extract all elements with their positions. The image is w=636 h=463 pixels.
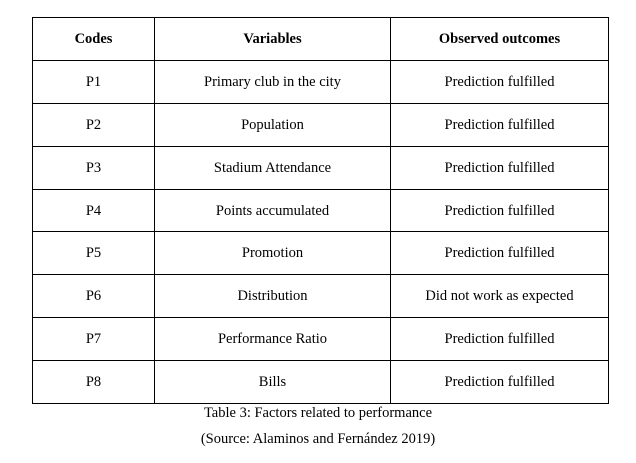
code-cell: P1	[33, 60, 155, 103]
variable-cell: Points accumulated	[155, 189, 391, 232]
variable-cell: Distribution	[155, 275, 391, 318]
code-cell: P2	[33, 103, 155, 146]
table-source: (Source: Alaminos and Fernández 2019)	[200, 431, 436, 447]
table-row	[33, 60, 609, 103]
table-caption: Table 3: Factors related to performance	[203, 405, 433, 421]
outcome-cell: Prediction fulfilled	[391, 318, 609, 361]
variable-cell: Performance Ratio	[155, 318, 391, 361]
header-observed-outcomes: Observed outcomes	[391, 18, 609, 61]
outcome-cell: Prediction fulfilled	[391, 146, 609, 189]
table-row	[33, 189, 609, 232]
code-cell: P6	[33, 275, 155, 318]
variable-cell: Stadium Attendance	[155, 146, 391, 189]
outcome-cell: Prediction fulfilled	[391, 189, 609, 232]
code-cell: P5	[33, 232, 155, 275]
code-cell: P4	[33, 189, 155, 232]
code-cell: P3	[33, 146, 155, 189]
outcome-cell: Prediction fulfilled	[391, 232, 609, 275]
table-header	[33, 18, 609, 61]
outcome-cell: Did not work as expected	[391, 275, 609, 318]
outcome-cell: Prediction fulfilled	[391, 60, 609, 103]
header-codes: Codes	[33, 18, 155, 61]
header-row	[33, 18, 609, 61]
table-row	[33, 146, 609, 189]
variable-cell: Primary club in the city	[155, 60, 391, 103]
table-row	[33, 232, 609, 275]
table-body	[33, 60, 609, 403]
code-cell: P7	[33, 318, 155, 361]
variable-cell: Population	[155, 103, 391, 146]
variable-cell: Promotion	[155, 232, 391, 275]
table-row	[33, 275, 609, 318]
factors-table	[32, 17, 609, 404]
outcome-cell: Prediction fulfilled	[391, 103, 609, 146]
table-row	[33, 103, 609, 146]
outcome-cell: Prediction fulfilled	[391, 361, 609, 404]
header-variables: Variables	[155, 18, 391, 61]
table-row	[33, 361, 609, 404]
code-cell: P8	[33, 361, 155, 404]
table-row	[33, 318, 609, 361]
variable-cell: Bills	[155, 361, 391, 404]
